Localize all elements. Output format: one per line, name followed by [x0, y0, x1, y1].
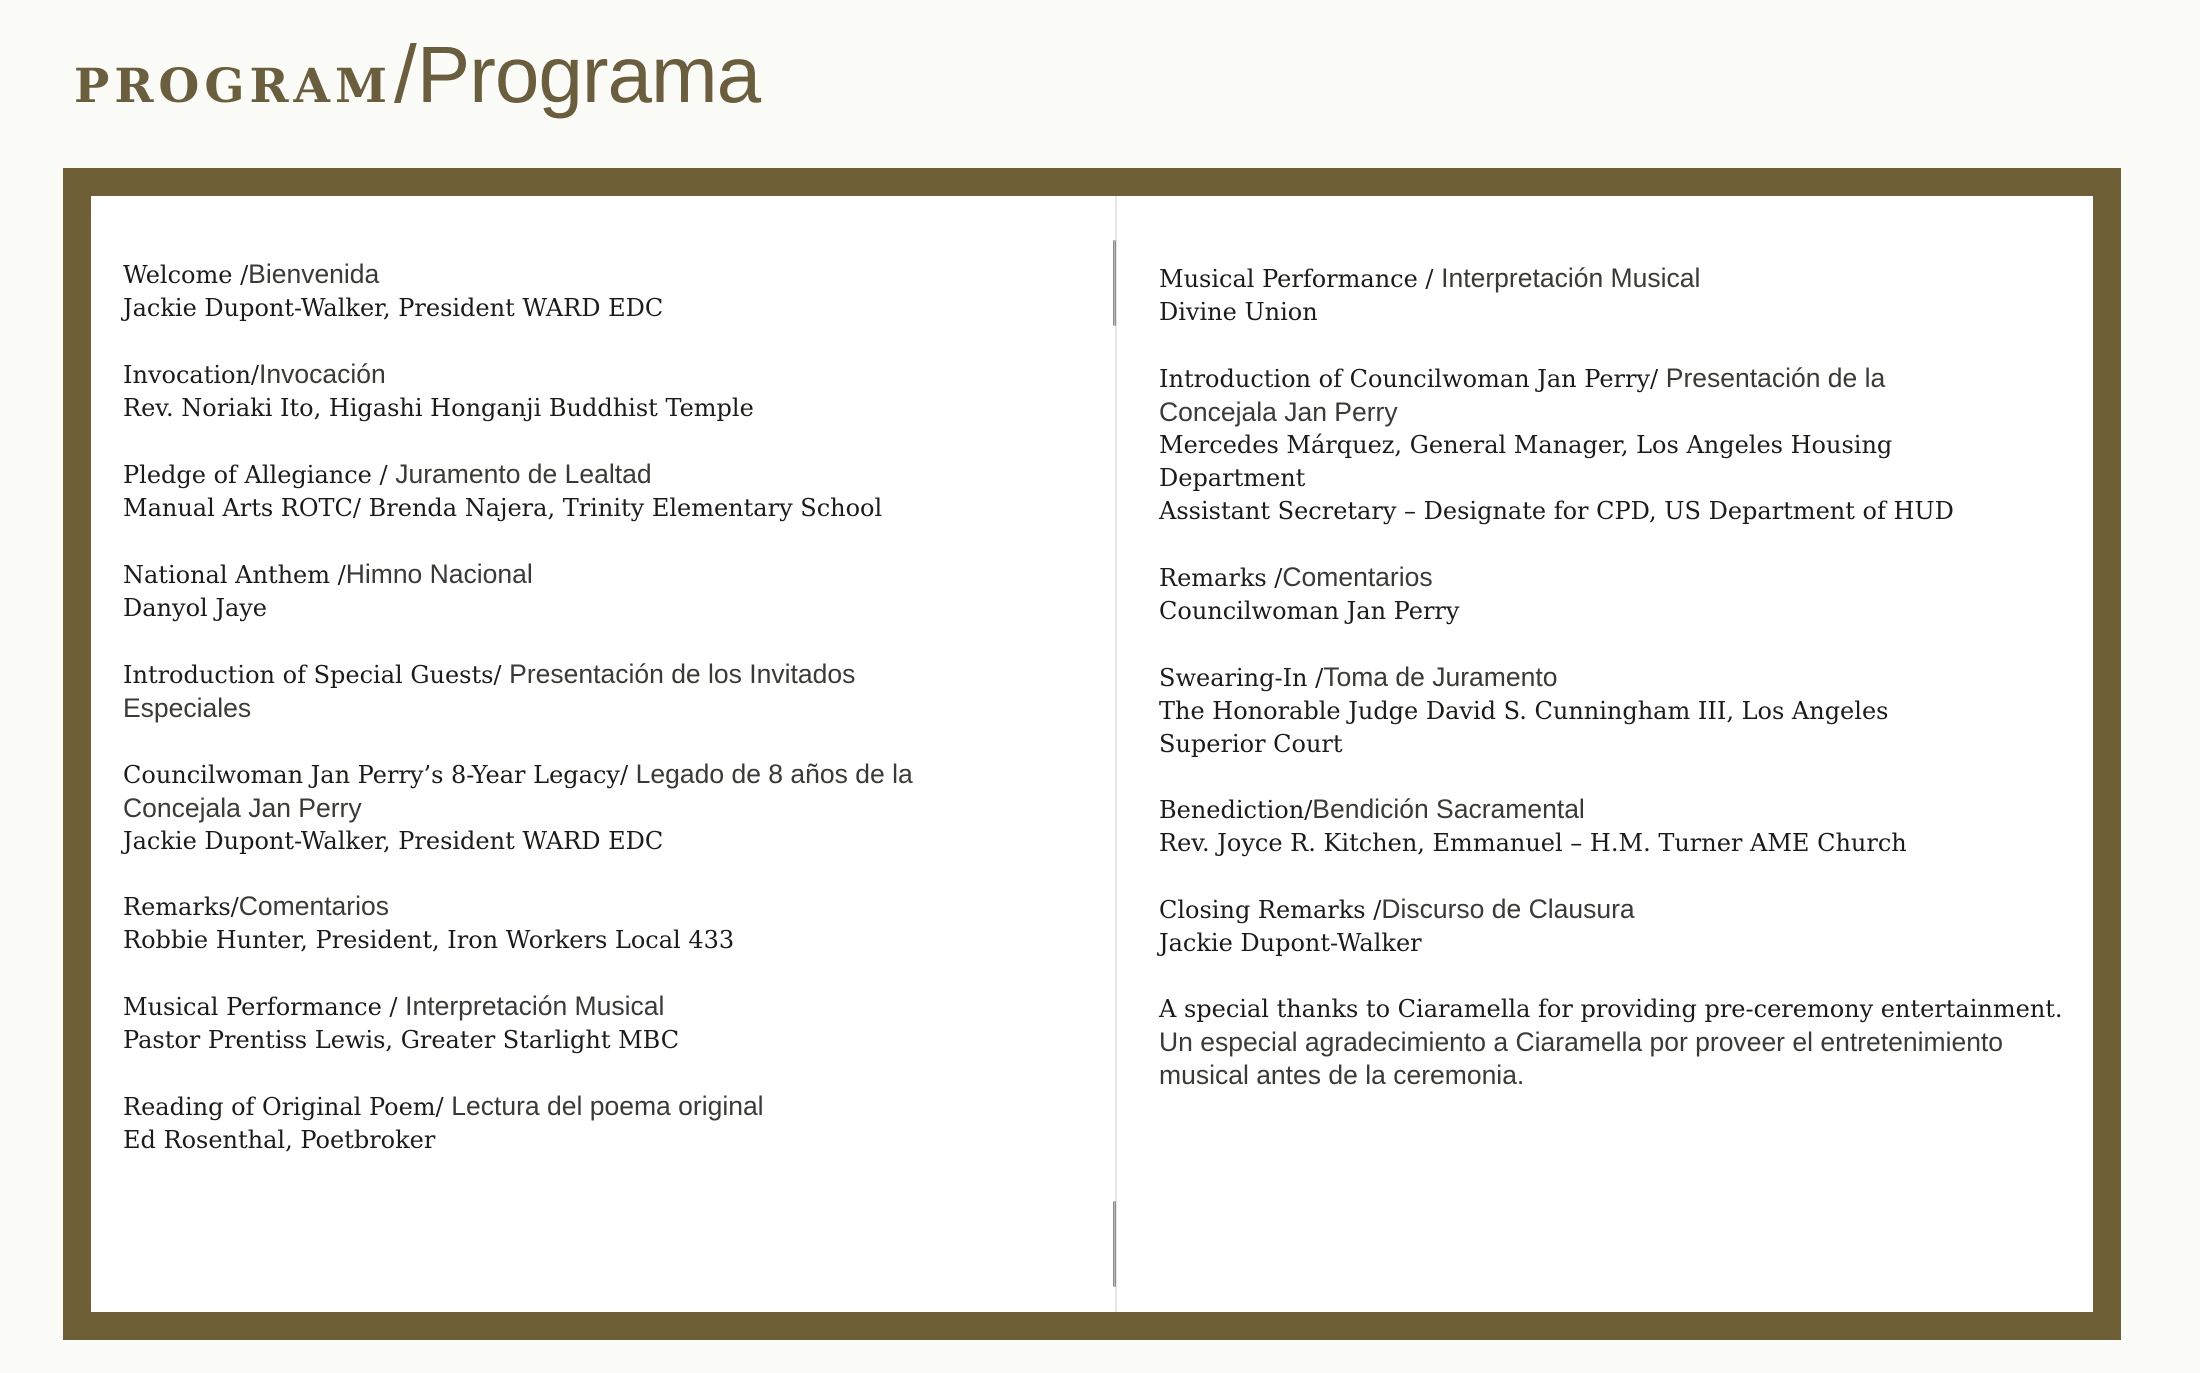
item-heading-spanish: Himno Nacional [345, 559, 533, 589]
program-frame [63, 168, 2121, 1340]
item-heading-spanish: Discurso de Clausura [1381, 894, 1635, 924]
program-item [1159, 793, 2079, 860]
item-heading: Benediction/ [1159, 796, 1313, 824]
item-presenter: Jackie Dupont-Walker [1159, 929, 1422, 957]
item-heading: Pledge of Allegiance / [123, 461, 396, 489]
item-presenter: The Honorable Judge David S. Cunningham III, Los Angeles Superior Court [1159, 697, 1889, 758]
item-presenter: Jackie Dupont-Walker, President WARD EDC [123, 294, 664, 322]
item-heading: Remarks/ [123, 893, 239, 921]
staple-top [1113, 240, 1116, 326]
program-item [1159, 992, 2079, 1092]
page-title-slash: / [394, 29, 417, 120]
item-presenter: Robbie Hunter, President, Iron Workers Local 433 [123, 926, 735, 954]
item-presenter: Ed Rosenthal, Poetbroker [123, 1126, 436, 1154]
item-heading-spanish: Interpretación Musical [405, 991, 665, 1021]
item-presenter: Assistant Secretary – Designate for CPD, US Department of HUD [1159, 497, 1954, 525]
page-title-spanish: Programa [416, 30, 761, 119]
program-item [123, 990, 1083, 1057]
item-heading-spanish: Bendición Sacramental [1312, 794, 1585, 824]
program-item [1159, 561, 2079, 628]
item-heading: Reading of Original Poem/ [123, 1093, 452, 1121]
item-heading: Introduction of Councilwoman Jan Perry/ [1159, 365, 1666, 393]
item-presenter: Rev. Noriaki Ito, Higashi Honganji Buddhist Temple [123, 394, 754, 422]
item-heading: Invocation/ [123, 361, 260, 389]
item-heading-spanish: Comentarios [238, 891, 389, 921]
item-heading-spanish: Lectura del poema original [451, 1091, 764, 1121]
program-item [123, 258, 1083, 325]
item-heading: Welcome / [123, 261, 249, 289]
program-page [91, 196, 2093, 1312]
item-heading: A special thanks to Ciaramella for providing pre-ceremony entertainment. [1159, 995, 2063, 1023]
item-heading-spanish: Presentación de la Concejala Jan Perry [1159, 363, 1886, 427]
item-presenter: Mercedes Márquez, General Manager, Los Angeles Housing Department [1159, 431, 1893, 492]
center-fold [1115, 196, 1117, 1312]
item-presenter: Jackie Dupont-Walker, President WARD EDC [123, 827, 664, 855]
item-heading-spanish: Presentación de los Invitados Especiales [123, 659, 856, 723]
item-presenter: Manual Arts ROTC/ Brenda Najera, Trinity Elementary School [123, 494, 883, 522]
item-heading: Musical Performance / [123, 993, 406, 1021]
item-heading: Swearing-In / [1159, 664, 1324, 692]
item-heading-spanish: Legado de 8 años de la Concejala Jan Perry [123, 759, 913, 823]
page-title [74, 28, 760, 128]
program-item [123, 1090, 1083, 1157]
staple-bottom [1113, 1201, 1116, 1287]
program-item [123, 458, 1083, 525]
item-heading-spanish: Toma de Juramento [1323, 662, 1558, 692]
item-heading: Councilwoman Jan Perry’s 8-Year Legacy/ [123, 761, 636, 789]
program-item [1159, 362, 1999, 528]
item-heading-spanish: Interpretación Musical [1441, 263, 1701, 293]
item-heading: Remarks / [1159, 564, 1283, 592]
page-title-english: PROGRAM [74, 59, 393, 114]
item-heading-spanish: Comentarios [1282, 562, 1433, 592]
item-heading: Musical Performance / [1159, 265, 1442, 293]
program-item [123, 658, 983, 725]
program-item [123, 358, 1083, 425]
item-heading: National Anthem / [123, 561, 346, 589]
program-item [123, 558, 1083, 625]
program-item [123, 890, 1083, 957]
program-item [123, 758, 1033, 858]
item-presenter: Divine Union [1159, 298, 1318, 326]
item-presenter: Danyol Jaye [123, 594, 268, 622]
item-presenter: Rev. Joyce R. Kitchen, Emmanuel – H.M. Turner AME Church [1159, 829, 1907, 857]
program-item [1159, 262, 2079, 329]
item-presenter: Pastor Prentiss Lewis, Greater Starlight MBC [123, 1026, 680, 1054]
program-item [1159, 893, 2079, 960]
item-heading: Closing Remarks / [1159, 896, 1382, 924]
item-heading-spanish: Invocación [259, 359, 386, 389]
item-heading: Introduction of Special Guests/ [123, 661, 510, 689]
item-heading-spanish: Bienvenida [248, 259, 380, 289]
item-heading-spanish: Juramento de Lealtad [395, 459, 652, 489]
item-presenter: Councilwoman Jan Perry [1159, 597, 1460, 625]
program-item [1159, 661, 1999, 761]
item-heading-spanish: Un especial agradecimiento a Ciaramella por proveer el entretenimiento musical antes de la ceremonia. [1159, 1027, 2004, 1090]
